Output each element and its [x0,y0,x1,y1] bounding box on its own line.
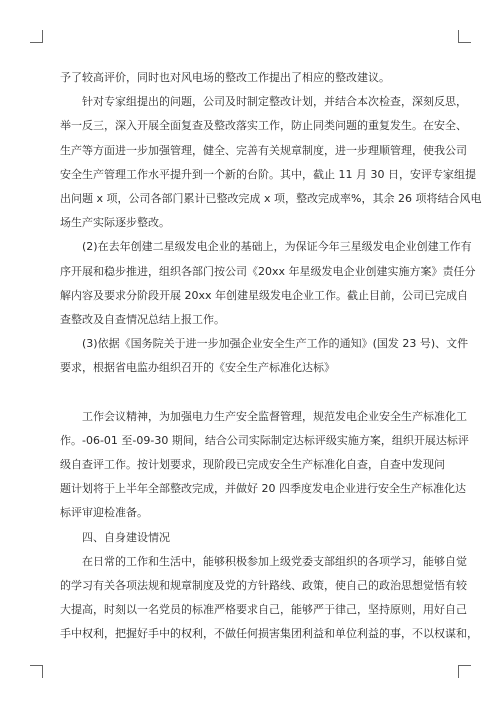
text-line: 的学习有关各项法规和规章制度及党的方针路线、政策，使自己的政治思想觉悟有较 [60,578,467,592]
crop-mark-top-right [458,30,471,43]
text-line [60,380,442,404]
text-line: 四、自身建设情况 [82,530,170,544]
text-line: 在日常的工作和生活中，能够积极参加上级党委支部组织的各项学习，能够自觉 [82,554,467,568]
text-line: 要求，根据省电监办组织召开的《安全生产标准化达标》 [60,361,335,375]
text-line: 级自查评工作。按计划要求，现阶段已完成安全生产标准化自查，自查中发现问 [60,458,445,471]
crop-mark-bottom-left [30,665,43,678]
document-body [60,66,482,647]
text-line: 解内容及要求分阶段开展 20xx 年创建星级发电企业工作。截止目前，公司已完成自 [60,288,469,302]
text-line: 出问题 x 项，公司各部门累计已整改完成 x 项，整改完成率%，其余 26 项将结合风电 [60,191,482,205]
text-line: 大提高，时刻以一名党员的标准严格要求自己，能够严于律己，坚持原则，用好自己 [60,603,467,617]
text-line: 生产等方面进一步加强管理，健全、完善有关规章制度，进一步理顺管理，使我公司 [60,143,467,157]
text-line: 针对专家组提出的问题，公司及时制定整改计划，并结合本次检查，深刻反思， [82,95,467,109]
text-line: 查整改及自查情况总结上报工作。 [60,312,225,326]
text-line: 举一反三，深入开展全面复查及整改落实工作，防止同类问题的重复发生。在安全、 [60,119,467,133]
text-line: 工作会议精神，为加强电力生产安全监督管理，规范发电企业安全生产标准化工 [82,409,467,423]
text-line: 予了较高评价，同时也对风电场的整改工作提出了相应的整改建议。 [60,71,390,84]
text-line: 作。-06-01 至-09-30 期间，结合公司实际制定达标评级实施方案，组织开展达标评 [60,433,469,447]
text-line: (2)在去年创建二星级发电企业的基础上，为保证今年三星级发电企业创建工作有 [82,240,472,254]
crop-mark-bottom-right [458,665,471,678]
text-line: 手中权利，把握好手中的权利，不做任何损害集团利益和单位利益的事，不以权谋和， [60,627,478,641]
text-line: 场生产实际逐步整改。 [60,216,170,230]
crop-mark-top-left [30,30,43,43]
text-line: (3)依据《国务院关于进一步加强企业安全生产工作的通知》(国发 23 号)、文件 [82,337,469,351]
text-line: 标评审迎检准备。 [60,506,148,520]
text-line: 题计划将于上半年全部整改完成，并做好 20 四季度发电企业进行安全生产标准化达 [60,482,466,496]
text-line: 序开展和稳步推进，组织各部门按公司《20xx 年星级发电企业创建实施方案》责任分 [60,264,476,278]
text-line: 安全生产管理工作水平提升到一个新的台阶。其中，截止 11 月 30 日，安评专家组提 [60,167,476,181]
